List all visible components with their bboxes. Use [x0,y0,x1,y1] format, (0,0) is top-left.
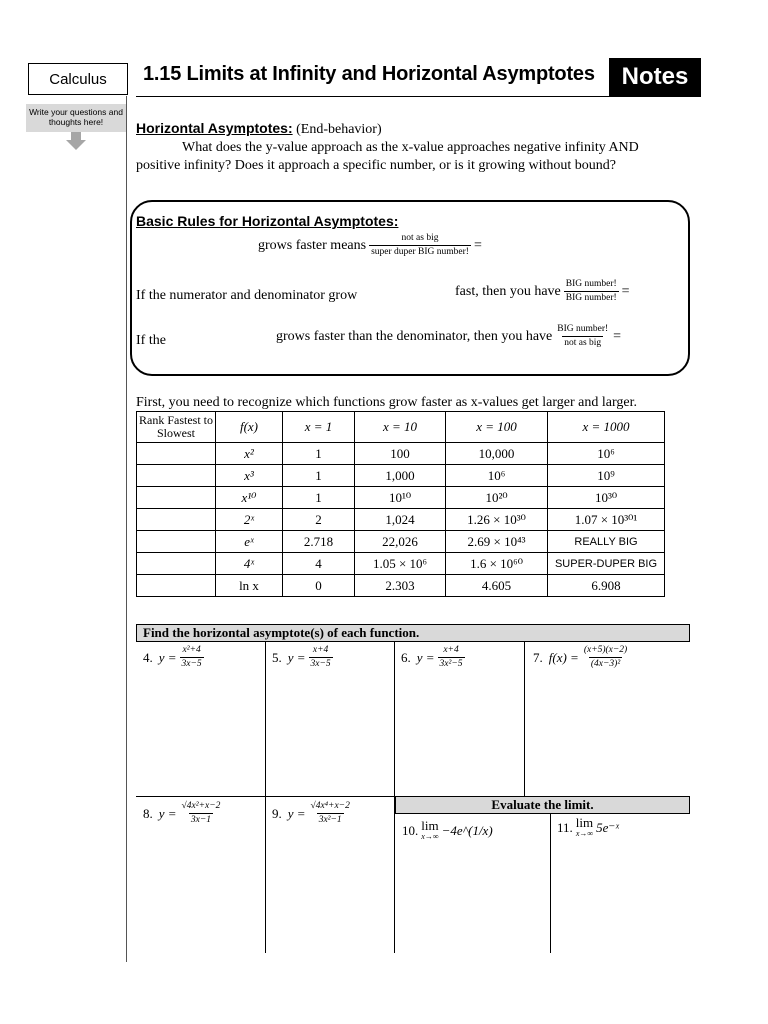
rule-3-text-b: grows faster than the denominator, then you have [276,328,553,344]
evaluate-limit-band: Evaluate the limit. [395,796,690,814]
header-x100: x = 100 [446,412,548,443]
problem-6-denominator: 3x²−5 [439,659,463,669]
problem-6-numerator: x+4 [443,645,459,655]
horizontal-asymptotes-heading: Horizontal Asymptotes: [136,120,293,136]
rule-2-text-b: fast, then you have [455,283,561,299]
problem-11-lim: lim [575,815,594,830]
rule-3-text-a: If the [136,333,166,348]
rule-3-numerator: BIG number! [557,324,609,334]
value-cell: 1.05 × 10⁶ [355,553,446,575]
header-rank: Rank Fastest to Slowest [137,412,216,443]
function-cell: x¹⁰ [216,487,283,509]
value-cell: 1.07 × 10³⁰¹ [548,509,665,531]
value-cell: 2.69 × 10⁴³ [446,531,548,553]
rule-2 [455,279,630,304]
rule-1-text: grows faster means [258,237,367,253]
header-x10: x = 10 [355,412,446,443]
problem-7-lhs: f(x) = [548,649,579,665]
page-title: 1.15 Limits at Infinity and Horizontal Asymptotes [143,63,595,85]
problem-10 [402,820,493,842]
rules-heading: Basic Rules for Horizontal Asymptotes: [136,213,399,229]
rank-cell[interactable] [137,443,216,465]
value-cell: 10⁹ [548,465,665,487]
down-arrow-icon [66,140,86,150]
problem-11-limit [576,817,593,839]
value-cell: REALLY BIG [548,531,665,553]
problem-8-lhs: y = [158,805,177,821]
function-cell: eˣ [216,531,283,553]
problem-10-expression: −4e^(1/x) [441,823,493,838]
problem-5-number: 5. [272,649,282,665]
problem-10-subscript: x→∞ [421,832,439,841]
problem-10-lim: lim [421,818,439,833]
value-cell: 1 [283,465,355,487]
table-row [137,531,665,553]
function-cell: x³ [216,465,283,487]
header-x1: x = 1 [283,412,355,443]
problem-11-expression: 5e⁻ˣ [596,820,619,835]
table-header-row [137,412,665,443]
function-cell: 4ˣ [216,553,283,575]
value-cell: 6.908 [548,575,665,597]
value-cell: 10³⁰ [548,487,665,509]
grid-line [524,642,525,796]
grid-line [550,814,551,953]
problem-6-lhs: y = [416,649,435,665]
problem-6-fraction [438,645,465,670]
value-cell: 2.303 [355,575,446,597]
problem-5-denominator: 3x−5 [310,659,331,669]
rank-cell[interactable] [137,465,216,487]
grid-line [265,642,266,953]
problem-8-number: 8. [143,805,153,821]
value-cell: 1.26 × 10³⁰ [446,509,548,531]
problem-9-numerator: √4x⁴+x−2 [310,801,350,811]
problem-11-number: 11. [557,820,573,835]
problem-5-fraction [309,645,333,670]
value-cell: 1 [283,487,355,509]
problem-7-fraction [582,645,629,670]
function-cell: x² [216,443,283,465]
function-cell: 2ˣ [216,509,283,531]
header-fx: f(x) [216,412,283,443]
down-arrow-icon-stem [71,132,81,140]
problem-8-numerator: √4x²+x−2 [181,801,221,811]
end-behavior-label: (End-behavior) [296,122,382,137]
intro-line-1: What does the y-value approach as the x-value approaches negative infinity AND [182,140,639,155]
problem-11-subscript: x→∞ [575,829,594,838]
value-cell: 2.718 [283,531,355,553]
rule-2-denominator: BIG number! [565,293,617,303]
problem-4-number: 4. [143,649,153,665]
table-row [137,553,665,575]
table-row [137,443,665,465]
problem-9-number: 9. [272,805,282,821]
intro-line-2: positive infinity? Does it approach a specific number, or is it growing without bound? [136,158,617,173]
problem-9-denominator: 3x²−1 [318,815,342,825]
notes-badge: Notes [609,58,701,96]
problem-8-fraction [180,801,223,826]
problem-7 [533,645,632,670]
rank-cell[interactable] [137,531,216,553]
problem-4-denominator: 3x−5 [181,659,202,669]
rule-2-equals: = [621,283,630,299]
problem-4 [143,645,207,670]
value-cell: 22,026 [355,531,446,553]
rule-1-equals: = [473,237,482,253]
growth-intro: First, you need to recognize which functions grow faster as x-values get larger and larger. [136,395,637,410]
value-cell: SUPER-DUPER BIG [548,553,665,575]
problem-6-number: 6. [401,649,411,665]
rule-3-fraction [555,324,610,349]
grid-line [136,796,395,797]
value-cell: 100 [355,443,446,465]
rank-cell[interactable] [137,487,216,509]
table-row [137,509,665,531]
value-cell: 10¹⁰ [355,487,446,509]
problem-9 [272,801,355,826]
value-cell: 1,000 [355,465,446,487]
rule-3 [276,324,621,349]
problem-9-fraction [309,801,352,826]
rule-3-equals: = [613,328,622,344]
problem-8 [143,801,225,826]
problem-9-lhs: y = [287,805,306,821]
rule-2-text-a: If the numerator and denominator grow [136,288,358,303]
course-label: Calculus [28,63,128,95]
problem-6 [401,645,468,670]
value-cell: 2 [283,509,355,531]
questions-banner: Write your questions and thoughts here! [26,104,126,132]
rule-1-fraction [369,233,471,258]
value-cell: 10⁶ [548,443,665,465]
rule-1-denominator: super duper BIG number! [371,247,469,257]
problem-10-number: 10. [402,823,419,838]
rank-cell[interactable] [137,575,216,597]
value-cell: 0 [283,575,355,597]
value-cell: 1,024 [355,509,446,531]
problem-7-number: 7. [533,649,543,665]
problem-10-limit [421,820,438,842]
rank-cell[interactable] [137,509,216,531]
rule-2-numerator: BIG number! [565,279,617,289]
value-cell: 10²⁰ [446,487,548,509]
rule-1 [258,233,482,258]
title-underline [136,96,701,97]
value-cell: 4.605 [446,575,548,597]
table-row [137,487,665,509]
find-asymptotes-band: Find the horizontal asymptote(s) of each function. [136,624,690,642]
table-row [137,465,665,487]
growth-table [136,411,665,597]
problem-11 [557,817,619,839]
value-cell: 10⁶ [446,465,548,487]
problem-4-lhs: y = [158,649,177,665]
intro-heading-line [136,119,382,139]
value-cell: 1 [283,443,355,465]
rule-1-numerator: not as big [401,233,439,243]
problem-8-denominator: 3x−1 [190,815,212,825]
margin-divider [126,96,127,962]
problem-7-numerator: (x+5)(x−2) [583,645,628,655]
value-cell: 1.6 × 10⁶⁰ [446,553,548,575]
problem-5-lhs: y = [287,649,306,665]
problem-4-numerator: x²+4 [182,645,201,655]
problem-5 [272,645,336,670]
problem-7-denominator: (4x−3)² [590,659,621,669]
header-x1000: x = 1000 [548,412,665,443]
problem-5-numerator: x+4 [312,645,329,655]
rule-2-fraction [564,279,619,304]
rule-3-denominator: not as big [564,338,602,348]
value-cell: 10,000 [446,443,548,465]
value-cell: 4 [283,553,355,575]
rank-cell[interactable] [137,553,216,575]
problem-4-fraction [180,645,204,670]
function-cell: ln x [216,575,283,597]
table-row [137,575,665,597]
